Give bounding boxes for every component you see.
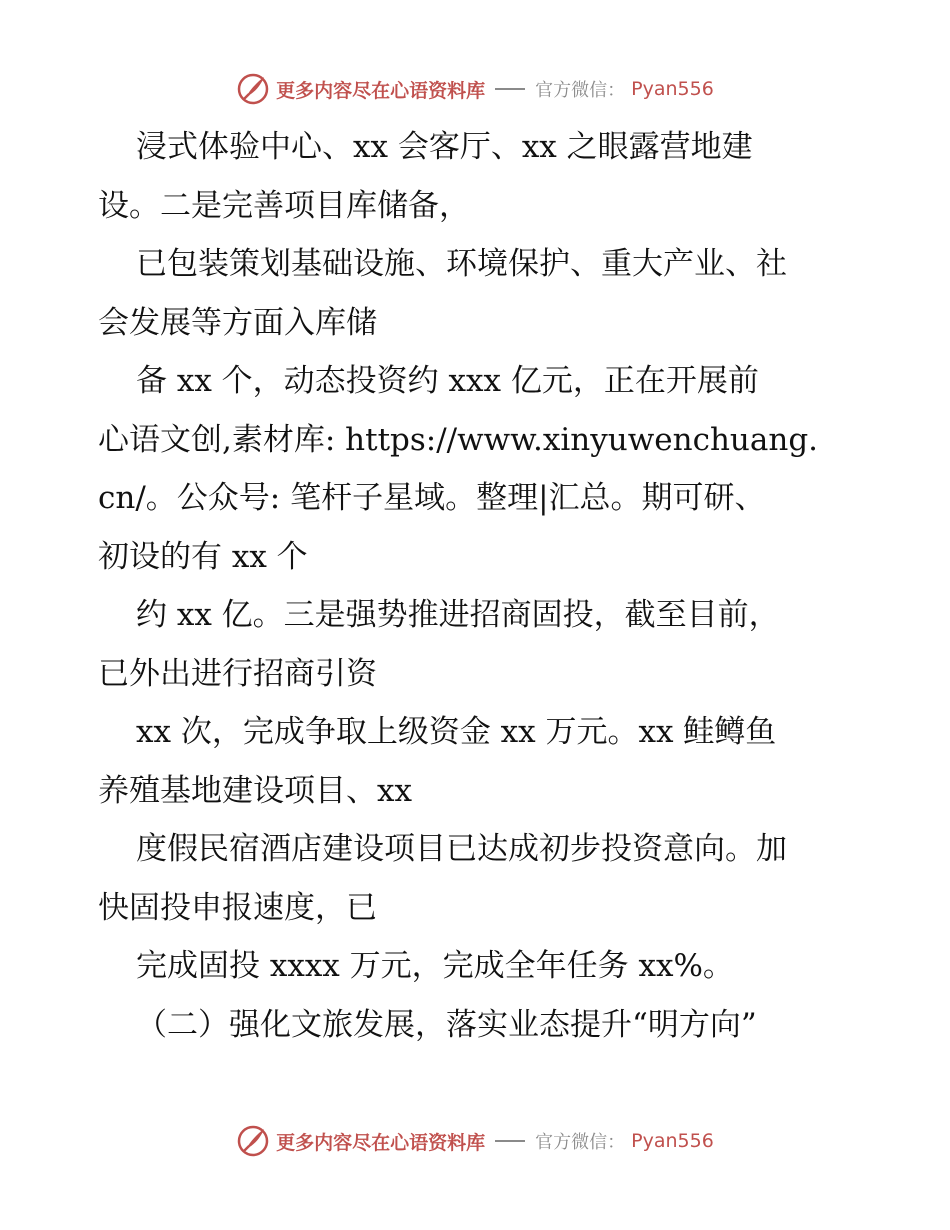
text-line: 心语文创,素材库: https://www.xinyuwenchuang. xyxy=(98,421,819,458)
text-line: 快固投申报速度，已 xyxy=(98,889,377,926)
text-line: 约 xx 亿。三是强势推进招商固投，截至目前， xyxy=(136,597,780,633)
text-line: 度假民宿酒店建设项目已达成初步投资意向。加 xyxy=(136,831,787,867)
text-line: 会发展等方面入库储 xyxy=(98,304,377,341)
text-line: cn/。公众号: 笔杆子星域。整理|汇总。期可研、 xyxy=(98,480,766,516)
watermark-label: 官方微信： xyxy=(535,80,626,101)
text-line: 养殖基地建设项目、xx xyxy=(98,772,412,809)
text-line: 已包装策划基础设施、环境保护、重大产业、社 xyxy=(136,246,787,282)
quill-logo-icon xyxy=(236,1124,270,1158)
watermark-dash xyxy=(495,88,525,90)
text-line: 已外出进行招商引资 xyxy=(98,655,377,692)
text-line: （二）强化文旅发展，落实业态提升“明方向” xyxy=(136,1006,757,1043)
quill-logo-icon xyxy=(236,72,270,106)
header-watermark xyxy=(0,72,950,106)
watermark-wechat-id: Pyan556 xyxy=(631,78,714,100)
watermark-wechat-id: Pyan556 xyxy=(631,1130,714,1152)
footer-watermark xyxy=(0,1124,950,1158)
watermark-label: 官方微信： xyxy=(535,1132,626,1153)
watermark-brand-text: 更多内容尽在心语资料库 xyxy=(276,1131,486,1154)
text-line: xx 次，完成争取上级资金 xx 万元。xx 鲑鳟鱼 xyxy=(136,714,777,750)
watermark-dash xyxy=(495,1140,525,1142)
text-line: 完成固投 xxxx 万元，完成全年任务 xx%。 xyxy=(136,948,734,984)
text-line: 备 xx 个，动态投资约 xxx 亿元，正在开展前 xyxy=(136,363,759,399)
text-line: 设。二是完善项目库储备， xyxy=(98,187,470,224)
watermark-brand-text: 更多内容尽在心语资料库 xyxy=(276,79,486,102)
text-line: 初设的有 xx 个 xyxy=(98,538,308,575)
text-line: 浸式体验中心、xx 会客厅、xx 之眼露营地建 xyxy=(136,129,753,165)
document-body xyxy=(98,118,858,1054)
